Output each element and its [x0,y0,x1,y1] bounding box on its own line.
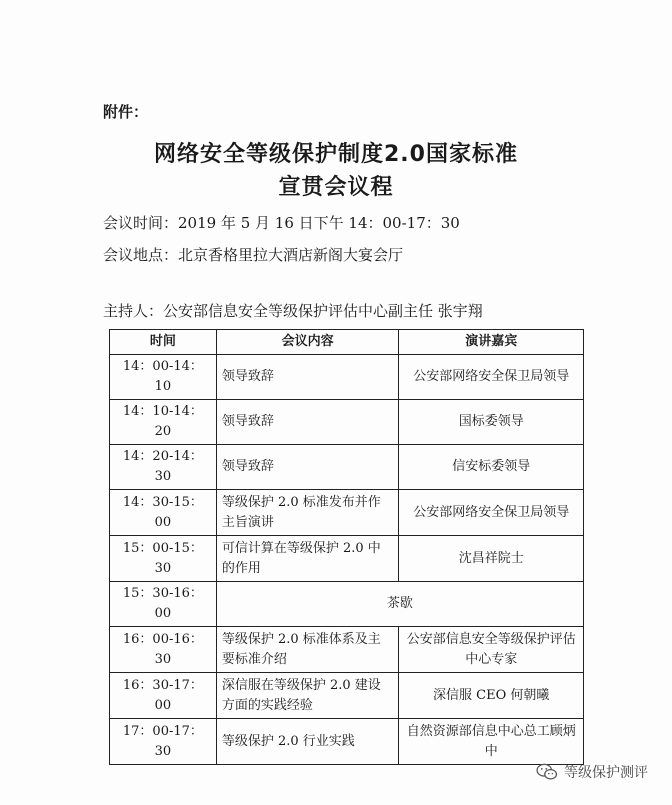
attachment-label: 附件： [103,103,149,121]
row-time: 17：00-17：30 [110,719,217,765]
watermark [536,762,648,782]
row-speaker: 国标委领导 [399,400,584,445]
table-row-break [110,582,584,627]
row-time: 16：00-16：30 [110,627,217,673]
table-row [110,490,584,536]
row-time: 15：00-15：30 [110,536,217,582]
row-time: 14：00-14：10 [110,355,217,400]
row-content: 领导致辞 [216,400,399,445]
agenda-table [109,329,584,765]
table-row [110,355,584,400]
table-row [110,627,584,673]
table-row [110,536,584,582]
break-label: 茶歇 [216,582,583,627]
row-content: 等级保护 2.0 标准体系及主要标准介绍 [216,627,399,673]
wechat-icon [536,763,558,781]
row-speaker: 自然资源部信息中心总工顾炳中 [399,719,584,765]
row-speaker: 沈昌祥院士 [399,536,584,582]
row-time: 15：30-16：00 [110,582,217,627]
meeting-host: 主持人：公安部信息安全等级保护评估中心副主任 张宇翔 [103,302,483,320]
row-content: 深信服在等级保护 2.0 建设方面的实践经验 [216,673,399,719]
meeting-location: 会议地点：北京香格里拉大酒店新阁大宴会厅 [103,246,404,264]
row-content: 可信计算在等级保护 2.0 中的作用 [216,536,399,582]
table-row [110,400,584,445]
row-speaker: 深信服 CEO 何朝曦 [399,673,584,719]
row-time: 14：30-15：00 [110,490,217,536]
row-speaker: 公安部信息安全等级保护评估中心专家 [399,627,584,673]
row-speaker: 公安部网络安全保卫局领导 [399,355,584,400]
header-content: 会议内容 [216,330,399,355]
row-time: 16：30-17：00 [110,673,217,719]
row-speaker: 公安部网络安全保卫局领导 [399,490,584,536]
row-content: 等级保护 2.0 标准发布并作主旨演讲 [216,490,399,536]
table-row [110,445,584,490]
table-row [110,673,584,719]
header-time: 时间 [110,330,217,355]
watermark-text: 等级保护测评 [564,765,648,781]
row-speaker: 信安标委领导 [399,445,584,490]
row-content: 领导致辞 [216,355,399,400]
row-content: 领导致辞 [216,445,399,490]
header-speaker: 演讲嘉宾 [399,330,584,355]
document-title: 网络安全等级保护制度2.0国家标准 [154,142,518,167]
meeting-time: 会议时间：2019 年 5 月 16 日下午 14：00-17：30 [103,214,460,232]
document-subtitle: 宣贯会议程 [278,175,394,200]
table-header-row [110,330,584,355]
row-time: 14：20-14：30 [110,445,217,490]
row-content: 等级保护 2.0 行业实践 [216,719,399,765]
row-time: 14：10-14：20 [110,400,217,445]
table-row [110,719,584,765]
